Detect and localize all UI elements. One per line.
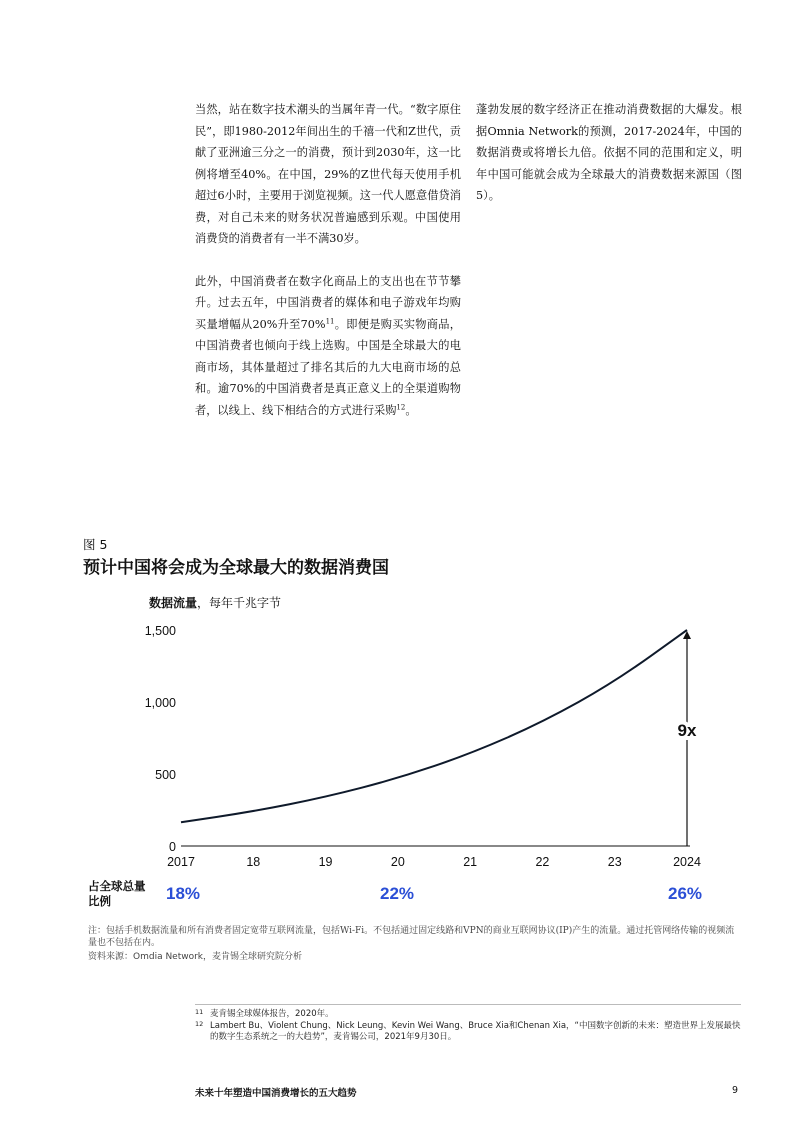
footnote-ref-11[interactable]: 11 — [325, 316, 335, 325]
x-tick-label: 23 — [607, 855, 622, 869]
footnote-ref-12[interactable]: 12 — [396, 402, 406, 411]
y-tick-label: 0 — [169, 840, 176, 854]
y-axis-ticks — [145, 624, 176, 854]
paragraph-text-b: 。即便是购买实物商品，中国消费者也倾向于线上选购。中国是全球最大的电商市场，其体量超过了排名其后的九大电商市场的总和。逾70%的中国消费者是真正意义上的全渠道购物者，以线上、线下相结合的方式进行采购 — [195, 317, 461, 417]
x-tick-label: 18 — [246, 855, 261, 869]
footnote-divider — [195, 1004, 741, 1005]
paragraph-data-explosion: 蓬勃发展的数字经济正在推动消费数据的大爆发。根据Omnia Network的预测，2017-2024年，中国的数据消费或将增长九倍。依据不同的范围和定义，明年中国可能就会成为全球最大的消费数据来源国（图5）。 — [476, 103, 742, 202]
x-tick-label: 2024 — [673, 855, 701, 869]
share-value-2024: 26% — [668, 884, 703, 903]
share-value-2017: 18% — [166, 884, 201, 903]
y-tick-label: 1,500 — [144, 624, 176, 638]
x-tick-label: 20 — [390, 855, 405, 869]
y-axis-title-unit: ，每年千兆字节 — [197, 596, 282, 610]
paragraph-text-a: 此外，中国消费者在数字化商品上的支出也在节节攀升。过去五年，中国消费者的媒体和电子游戏年均购买量增幅从20%升至70% — [195, 274, 461, 331]
series-line-data-traffic — [181, 630, 687, 822]
x-tick-label: 19 — [318, 855, 333, 869]
x-tick-label: 21 — [463, 855, 478, 869]
growth-multiplier-label: 9x — [677, 721, 697, 740]
figure-note: 注：包括手机数据流量和所有消费者固定宽带互联网流量，包括Wi-Fi。不包括通过固定线路和VPN的商业互联网协议(IP)产生的流量。通过托管网络传输的视频流量也不包括在内。 — [88, 926, 735, 948]
x-axis-ticks — [167, 855, 701, 869]
figure-source: 资料来源：Omdia Network，麦肯锡全球研究院分析 — [88, 952, 303, 962]
paragraph-text-c: 。 — [405, 403, 417, 417]
footnote-number: 11 — [195, 1008, 204, 1016]
footnote-text: 麦肯锡全球媒体报告，2020年。 — [210, 1009, 334, 1019]
figure-title: 预计中国将会成为全球最大的数据消费国 — [83, 558, 389, 578]
paragraph-digital-natives: 当然，站在数字技术潮头的当属年青一代。“数字原住民”，即1980-2012年间出生的千禧一代和Z世代，贡献了亚洲逾三分之一的消费，预计到2030年，这一比例将增至40%。在中国，29%的Z世代每天使用手机超过6小时，主要用于浏览视频。这一代人愿意借贷消费，对自己未来的财务状况普遍感到乐观。中国使用消费贷的消费者有一半不满30岁。 — [195, 103, 461, 245]
footnote-11 — [195, 1009, 741, 1020]
x-tick-label: 2017 — [167, 855, 195, 869]
x-tick-label: 22 — [535, 855, 550, 869]
footnote-text: Lambert Bu、Violent Chung、Nick Leung、Kevin Wei Wang、Bruce Xia和Chenan Xia，“中国数字创新的未来：塑造世界上发展最快的数字生态系统之一的大趋势”，麦肯锡公司，2021年9月30日。 — [210, 1021, 741, 1042]
page-number: 9 — [732, 1085, 739, 1096]
y-axis-title-bold: 数据流量 — [149, 596, 198, 610]
y-tick-label: 1,000 — [144, 696, 176, 710]
y-tick-label: 500 — [155, 768, 176, 782]
footnote-number: 12 — [195, 1020, 204, 1028]
footnote-12 — [195, 1021, 741, 1043]
footer-report-title: 未来十年塑造中国消费增长的五大趋势 — [195, 1088, 357, 1099]
figure-label: 图 5 — [83, 537, 108, 552]
share-of-global-label: 占全球总量比例 — [88, 879, 146, 908]
share-value-2020: 22% — [380, 884, 415, 903]
